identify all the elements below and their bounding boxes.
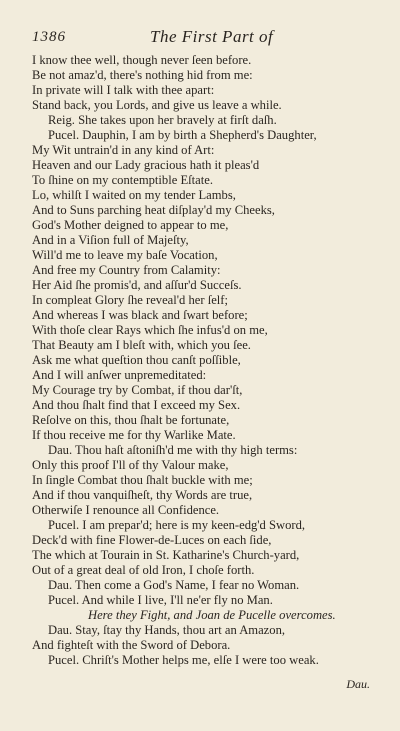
text-line: Reig. She takes upon her bravely at firſt daſh.	[48, 113, 277, 127]
text-line: God's Mother deigned to appear to me,	[32, 218, 229, 232]
text-line: And in a Viſion full of Majeſty,	[32, 233, 189, 247]
text-line: Pucel. And while I live, I'll ne'er fly no Man.	[48, 593, 273, 607]
text-line: And I will anſwer unpremeditated:	[32, 368, 207, 382]
text-line: Her Aid ſhe promis'd, and aſſur'd Succeſs.	[32, 278, 242, 292]
text-line: Will'd me to leave my baſe Vocation,	[32, 248, 218, 262]
text-line: Pucel. I am prepar'd; here is my keen-edg'd Sword,	[48, 518, 306, 532]
text-line: Pucel. Dauphin, I am by birth a Shepherd's Daughter,	[48, 128, 317, 142]
text-line: And fighteſt with the Sword of Debora.	[32, 638, 231, 652]
text-line: Ask me what queſtion thou canſt poſſible,	[32, 353, 241, 367]
text-line: That Beauty am I bleſt with, which you ſee.	[32, 338, 251, 352]
text-line: With thoſe clear Rays which ſhe infus'd on me,	[32, 323, 268, 337]
text-line: In compleat Glory ſhe reveal'd her ſelf;	[32, 293, 228, 307]
text-line: Be not amaz'd, there's nothing hid from me:	[32, 68, 253, 82]
text-line: And thou ſhalt find that I exceed my Sex.	[32, 398, 241, 412]
text-line: Dau. Stay, ſtay thy Hands, thou art an Amazon,	[48, 623, 286, 637]
text-line: And free my Country from Calamity:	[32, 263, 221, 277]
text-line: Out of a great deal of old Iron, I choſe forth.	[32, 563, 255, 577]
catchword: Dau.	[346, 677, 370, 691]
text-line: Lo, whilſt I waited on my tender Lambs,	[32, 188, 236, 202]
running-head: The First Part of	[150, 27, 274, 46]
text-line: In private will I talk with thee apart:	[32, 83, 215, 97]
text-line: My Wit untrain'd in any kind of Art:	[32, 143, 215, 157]
text-line: Only this proof I'll of thy Valour make,	[32, 458, 229, 472]
text-line: If thou receive me for thy Warlike Mate.	[32, 428, 236, 442]
text-line: And whereas I was black and ſwart before;	[32, 308, 248, 322]
page-header	[0, 25, 400, 51]
text-line: Reſolve on this, thou ſhalt be fortunate,	[32, 413, 230, 427]
text-line: Heaven and our Lady gracious hath it pleas'd	[32, 158, 260, 172]
text-line: And if thou vanquiſheſt, thy Words are true,	[32, 488, 253, 502]
page-number: 1386	[32, 29, 66, 45]
text-line: Pucel. Chriſt's Mother helps me, elſe I were too weak.	[48, 653, 319, 667]
text-line: Dau. Thou haſt aſtoniſh'd me with thy high terms:	[48, 443, 298, 457]
text-line: Deck'd with fine Flower-de-Luces on each ſide,	[32, 533, 272, 547]
text-line: To ſhine on my contemptible Eſtate.	[32, 173, 213, 187]
text-line: I know thee well, though never ſeen before.	[32, 53, 252, 67]
text-line: In ſingle Combat thou ſhalt buckle with me;	[32, 473, 253, 487]
text-line: My Courage try by Combat, if thou dar'ſt,	[32, 383, 243, 397]
text-line: Stand back, you Lords, and give us leave a while.	[32, 98, 282, 112]
text-line: Otherwiſe I renounce all Confidence.	[32, 503, 220, 517]
text-line: The which at Tourain in St. Katharine's Church-yard,	[32, 548, 300, 562]
text-line: Dau. Then come a God's Name, I fear no Woman.	[48, 578, 300, 592]
text-line: And to Suns parching heat diſplay'd my Cheeks,	[32, 203, 275, 217]
stage-direction: Here they Fight, and Joan de Pucelle overcomes.	[88, 608, 336, 622]
